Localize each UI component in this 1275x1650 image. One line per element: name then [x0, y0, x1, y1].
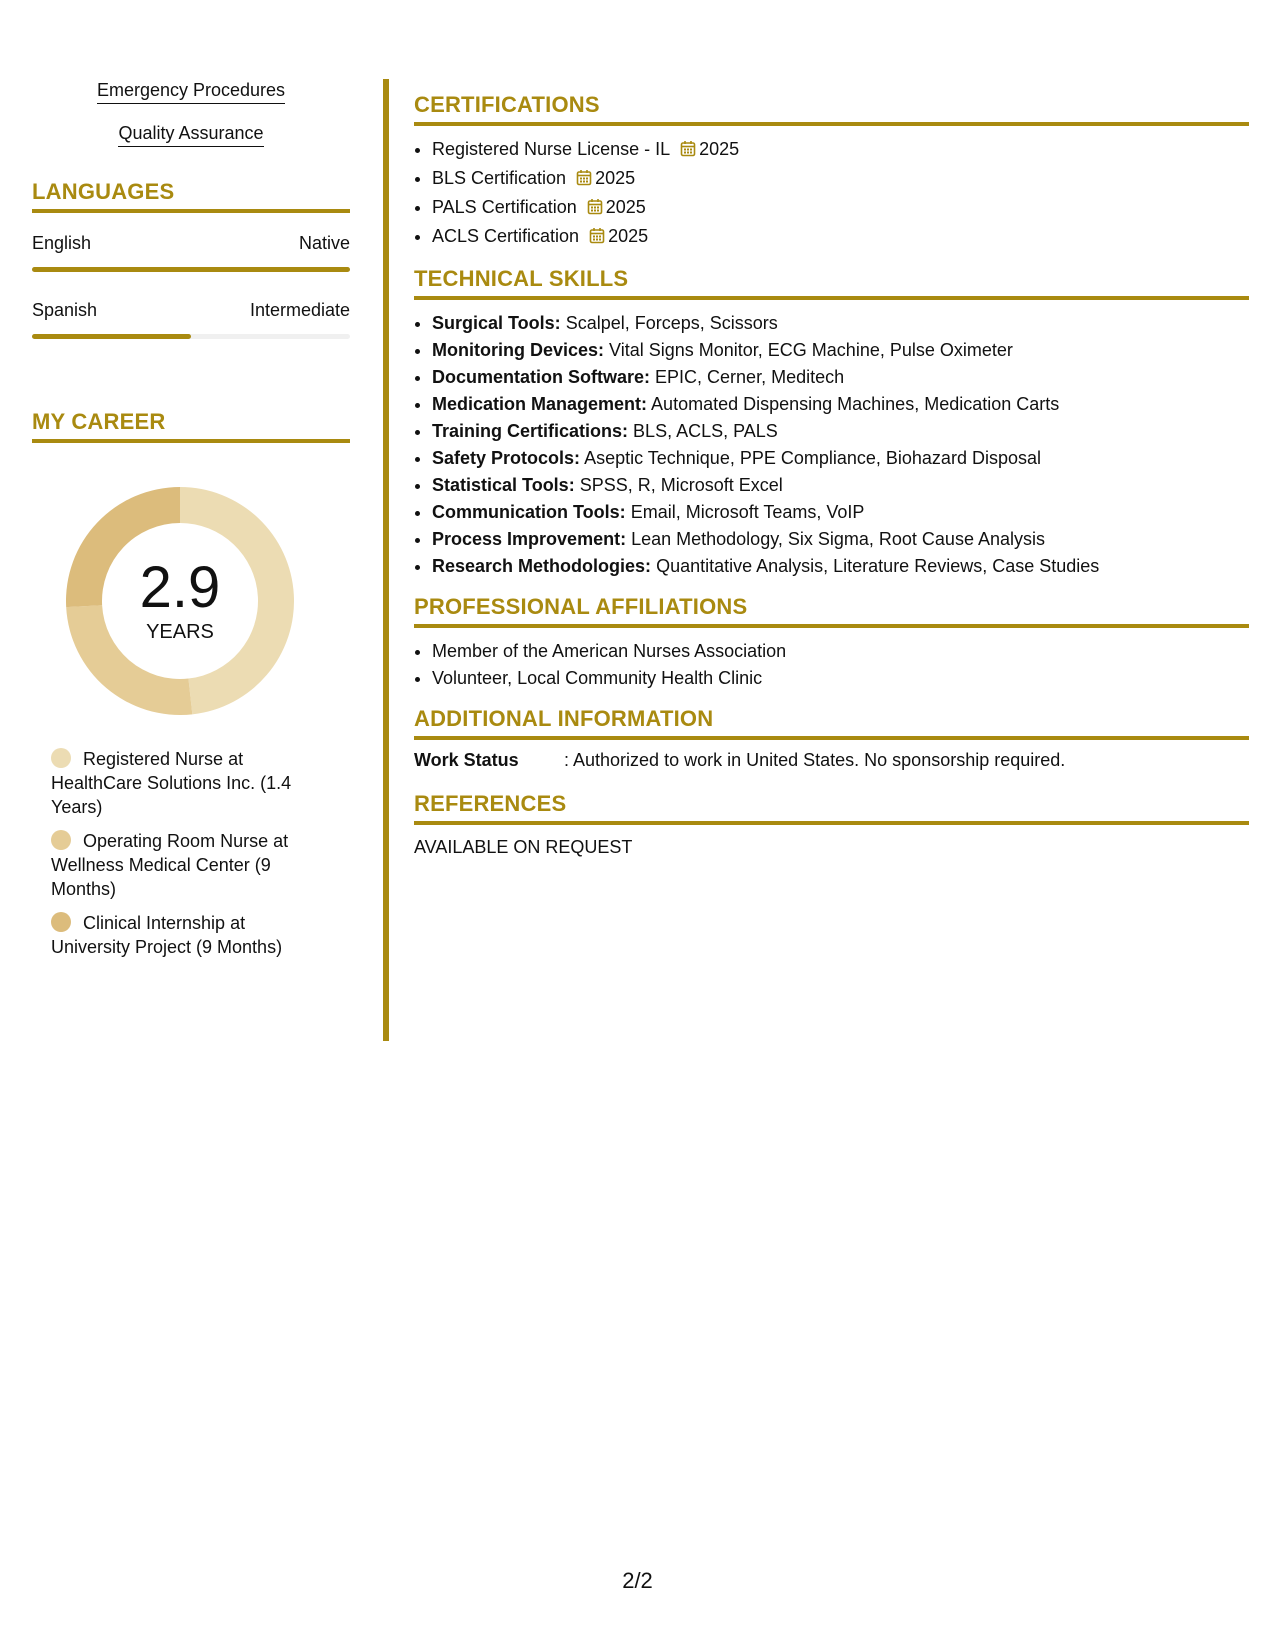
certification-name: PALS Certification: [432, 197, 577, 217]
skill-values: EPIC, Cerner, Meditech: [655, 367, 845, 387]
skill-category: Training Certifications:: [432, 421, 629, 441]
affiliation-item: • Volunteer, Local Community Health Clinic: [432, 665, 1249, 692]
skill-category: Safety Protocols:: [432, 448, 581, 468]
skill-category: Medication Management:: [432, 394, 648, 414]
page-number: 2/2: [622, 1568, 653, 1593]
certification-name: BLS Certification: [432, 168, 567, 188]
language-name: Spanish: [32, 300, 98, 320]
technical-skills-list: [414, 310, 1249, 580]
sidebar: [32, 80, 350, 969]
technical-skill-item: [432, 337, 1249, 364]
language-item: [32, 300, 350, 339]
certification-year: 2025: [608, 226, 649, 246]
certifications-list: [414, 136, 1249, 252]
certification-year: 2025: [595, 168, 636, 188]
main-content: [414, 92, 1249, 858]
skill-item: [32, 123, 350, 147]
affiliation-item: • Member of the American Nurses Association: [432, 638, 1249, 665]
career-legend-label: Clinical Internship at University Project (9 Months): [51, 913, 283, 957]
career-legend-item: [51, 911, 321, 959]
skill-values: Vital Signs Monitor, ECG Machine, Pulse Oximeter: [609, 340, 1013, 360]
references-text: AVAILABLE ON REQUEST: [414, 837, 633, 857]
certification-name: Registered Nurse License - IL: [432, 139, 671, 159]
technical-skill-item: [432, 526, 1249, 553]
language-proficiency-fill: [32, 267, 350, 272]
technical-skill-item: [432, 472, 1249, 499]
skill-category: Documentation Software:: [432, 367, 651, 387]
skill-label: Quality Assurance: [118, 123, 263, 147]
career-legend-item: [51, 747, 321, 819]
skill-values: Aseptic Technique, PPE Compliance, Biohazard Disposal: [584, 448, 1041, 468]
column-divider: [383, 79, 389, 1041]
skill-values: Automated Dispensing Machines, Medication Carts: [651, 394, 1060, 414]
technical-skill-item: [432, 553, 1249, 580]
certification-item: [432, 194, 1249, 223]
certification-item: [432, 136, 1249, 165]
language-level: Intermediate: [249, 300, 350, 320]
technical-skill-item: [432, 445, 1249, 472]
career-donut-chart: [66, 487, 294, 715]
skill-category: Research Methodologies:: [432, 556, 652, 576]
language-proficiency-bar: [32, 334, 350, 339]
skill-category: Process Improvement:: [432, 529, 627, 549]
skill-item: [32, 80, 350, 104]
skill-category: Monitoring Devices:: [432, 340, 605, 360]
skill-category: Communication Tools:: [432, 502, 626, 522]
certification-year: 2025: [699, 139, 740, 159]
work-status-label: Work Status: [414, 750, 519, 770]
calendar-icon: [589, 225, 605, 252]
calendar-icon: [576, 167, 592, 194]
certification-item: [432, 223, 1249, 252]
career-legend-item: [51, 829, 321, 901]
skill-values: Quantitative Analysis, Literature Reviews, Case Studies: [656, 556, 1100, 576]
languages-heading: LANGUAGES: [32, 179, 350, 213]
technical-skill-item: [432, 391, 1249, 418]
skill-values: Lean Methodology, Six Sigma, Root Cause Analysis: [631, 529, 1045, 549]
legend-dot-icon: [51, 912, 71, 932]
certification-year: 2025: [605, 197, 646, 217]
career-heading: MY CAREER: [32, 409, 350, 443]
technical-skill-item: [432, 499, 1249, 526]
certification-item: [432, 165, 1249, 194]
language-proficiency-bar: [32, 267, 350, 272]
references-heading: REFERENCES: [414, 791, 1249, 825]
career-legend: [51, 747, 321, 959]
affiliations-heading: PROFESSIONAL AFFILIATIONS: [414, 594, 1249, 628]
skill-values: SPSS, R, Microsoft Excel: [579, 475, 783, 495]
technical-skill-item: [432, 364, 1249, 391]
skill-values: Email, Microsoft Teams, VoIP: [630, 502, 865, 522]
legend-dot-icon: [51, 748, 71, 768]
career-legend-label: Operating Room Nurse at Wellness Medical Center (9 Months): [51, 831, 289, 899]
additional-info-heading: ADDITIONAL INFORMATION: [414, 706, 1249, 740]
calendar-icon: [680, 138, 696, 165]
skill-label: Emergency Procedures: [97, 80, 285, 104]
affiliations-list: [414, 638, 1249, 692]
career-total: 2.9: [139, 554, 221, 620]
career-legend-label: Registered Nurse at HealthCare Solutions Inc. (1.4 Years): [51, 749, 292, 817]
work-status-row: [414, 750, 1249, 771]
work-status-value: : Authorized to work in United States. No sponsorship required.: [564, 750, 1066, 770]
language-name: English: [32, 233, 92, 253]
technical-skill-item: [432, 310, 1249, 337]
skill-values: Scalpel, Forceps, Scissors: [565, 313, 778, 333]
career-unit: YEARS: [146, 620, 214, 643]
legend-dot-icon: [51, 830, 71, 850]
skill-category: Statistical Tools:: [432, 475, 575, 495]
technical-skills-heading: TECHNICAL SKILLS: [414, 266, 1249, 300]
technical-skill-item: [432, 418, 1249, 445]
certification-name: ACLS Certification: [432, 226, 580, 246]
certifications-heading: CERTIFICATIONS: [414, 92, 1249, 126]
skill-category: Surgical Tools:: [432, 313, 561, 333]
language-item: [32, 233, 350, 272]
language-proficiency-fill: [32, 334, 191, 339]
language-level: Native: [298, 233, 350, 253]
skill-values: BLS, ACLS, PALS: [633, 421, 778, 441]
calendar-icon: [587, 196, 603, 223]
